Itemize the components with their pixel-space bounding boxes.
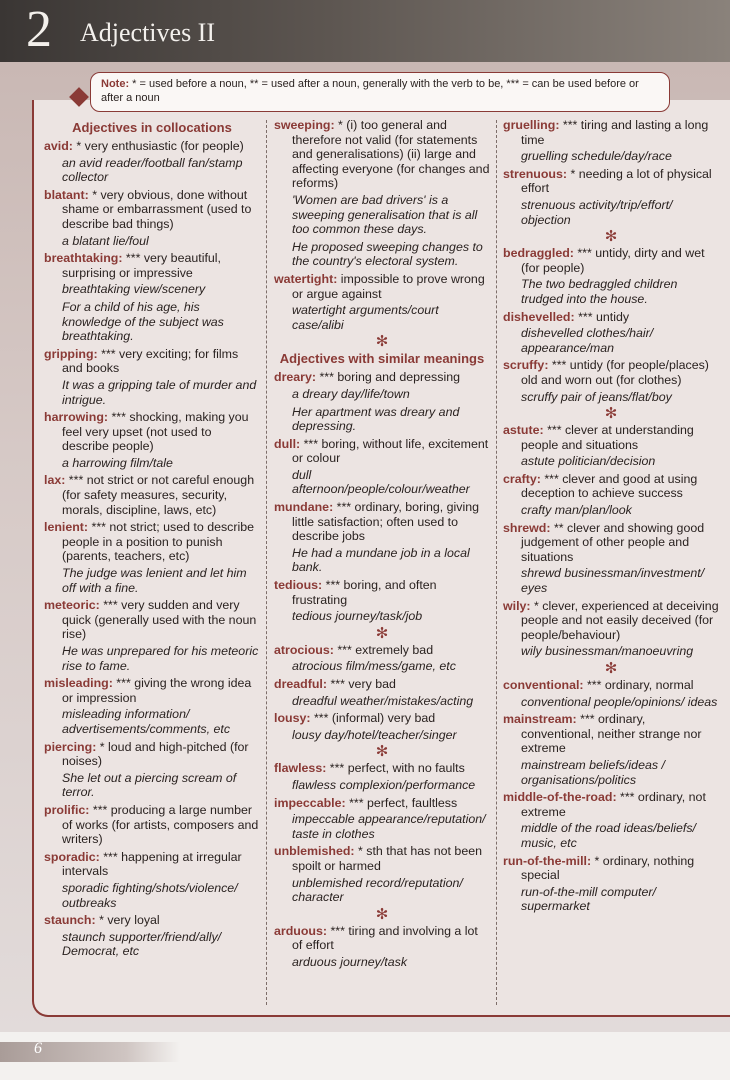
headword: breathtaking: [44, 251, 123, 266]
definition-text: *** ordinary, boring, giving little satisfaction; often used to describe jobs [292, 500, 479, 544]
definition-text: * needing a lot of physical effort [521, 166, 712, 196]
dictionary-entry [274, 643, 490, 674]
definition-text: *** giving the wrong idea or impression [62, 676, 252, 705]
entry-definition [44, 473, 260, 517]
dictionary-entry [503, 790, 719, 850]
example-text: mainstream beliefs/ideas / organisations/politics [521, 757, 665, 787]
example-text: The judge was lenient and let him off with a fine. [62, 566, 247, 595]
example-text: staunch supporter/friend/ally/ Democrat, etc [62, 929, 222, 959]
headword: gruelling: [503, 118, 560, 132]
entry-definition [503, 167, 719, 196]
headword: tedious: [274, 578, 323, 593]
dictionary-entry [503, 472, 719, 518]
section-heading: Adjectives in collocations [72, 120, 232, 135]
dictionary-entry [274, 796, 490, 842]
headword: crafty: [503, 471, 541, 486]
entry-definition [503, 472, 719, 501]
chapter-number: 2 [26, 1, 52, 58]
headword: strenuous: [503, 166, 568, 181]
example-text: dull afternoon/people/colour/weather [292, 467, 470, 497]
example-text: atrocious film/mess/game, etc [292, 659, 456, 674]
note-text: * = used before a noun, ** = used after a noun, generally with the verb to be, *** = can be used before or after a noun [101, 78, 639, 104]
definition-text: *** ordinary, not extreme [521, 790, 706, 819]
definition-text: * ordinary, nothing special [521, 853, 695, 883]
dictionary-entry [44, 850, 260, 910]
asterisk-separator-icon: ✻ [604, 405, 618, 423]
asterisk-separator-icon: ✻ [375, 333, 389, 351]
entry-definition [503, 118, 719, 147]
entry-definition [274, 500, 490, 544]
example-text: unblemished record/reputation/ character [292, 875, 463, 905]
dictionary-entry [274, 924, 490, 970]
example-text: watertight arguments/court case/alibi [292, 303, 439, 332]
headword: bedraggled: [503, 246, 574, 261]
headword: misleading: [44, 676, 113, 691]
section-heading: Adjectives with similar meanings [279, 351, 485, 367]
entry-definition [274, 711, 490, 726]
headword: run-of-the-mill: [503, 853, 592, 868]
entry-definition [274, 370, 490, 385]
dictionary-entry [274, 677, 490, 708]
definition-text: *** very beautiful, surprising or impressive [62, 251, 221, 280]
example-text: He was unprepared for his meteoric rise to fame. [62, 644, 259, 673]
headword: scruffy: [503, 358, 549, 373]
example-text: middle of the road ideas/beliefs/ music, etc [521, 821, 696, 850]
dictionary-entry [274, 578, 490, 624]
definition-text: *** boring and depressing [316, 370, 460, 385]
dictionary-entry [44, 139, 260, 185]
entry-definition [503, 712, 719, 756]
column-1 [44, 118, 260, 962]
dictionary-entry [44, 598, 260, 673]
definition-text: * very loyal [95, 913, 160, 928]
entry-definition [274, 844, 490, 873]
definition-text: * (i) too general and therefore not valid (for statements and generalisations) (ii) large and affecting everyone (for changes and reforms) [292, 118, 490, 191]
dictionary-entry [44, 520, 260, 595]
definition-text: ** clever and showing good judgement of other people and situations [521, 520, 705, 564]
entry-definition [44, 850, 260, 879]
dictionary-entry [44, 188, 260, 248]
example-text: dreadful weather/mistakes/acting [292, 693, 474, 708]
headword: dull: [274, 436, 301, 451]
entry-definition [44, 676, 260, 705]
definition-text: *** tiring and lasting a long time [521, 118, 709, 147]
definition-text: *** producing a large number of works (for artists, composers and writers) [62, 802, 259, 847]
dictionary-entry [503, 854, 719, 914]
dictionary-entry [44, 410, 260, 470]
definition-text: *** tiring and involving a lot of effort [292, 923, 478, 953]
headword: lousy: [274, 711, 311, 726]
definition-text: *** shocking, making you feel very upset (not used to describe people) [62, 410, 249, 454]
example-text: It was a gripping tale of murder and intrigue. [62, 377, 257, 407]
entry-definition [503, 854, 719, 883]
headword: staunch: [44, 913, 96, 928]
example-text: a harrowing film/tale [62, 455, 173, 470]
entry-definition [274, 761, 490, 776]
definition-text: *** ordinary, normal [583, 678, 694, 692]
definition-text: *** clever and good at using deception to achieve success [521, 471, 698, 501]
example-text: He proposed sweeping changes to the country's electoral system. [292, 239, 483, 269]
example-text: 'Women are bad drivers' is a sweeping generalisation that is all too common these days. [292, 192, 478, 237]
entry-definition [44, 347, 260, 376]
example-text: shrewd businessman/investment/ eyes [521, 566, 705, 596]
dictionary-entry [44, 676, 260, 736]
dictionary-entry [503, 310, 719, 356]
asterisk-separator-icon: ✻ [375, 743, 389, 761]
dictionary-entry [44, 347, 260, 407]
entry-definition [44, 251, 260, 280]
entry-definition [503, 521, 719, 565]
example-text: astute politician/decision [521, 454, 656, 469]
dictionary-entry [44, 251, 260, 344]
example-text: impeccable appearance/reputation/ taste in clothes [292, 812, 486, 841]
definition-text: *** not strict; used to describe people in a position to punish (parents, teachers, etc) [62, 520, 255, 564]
example-text: an avid reader/football fan/stamp collector [62, 155, 243, 185]
definition-text: * sth that has not been spoilt or harmed [292, 844, 482, 873]
entry-definition [274, 118, 490, 191]
example-text: run-of-the-mill computer/ supermarket [521, 884, 656, 914]
headword: harrowing: [44, 410, 109, 425]
dictionary-entry [503, 358, 719, 404]
definition-text: *** extremely bad [333, 642, 434, 657]
dictionary-entry [44, 803, 260, 847]
example-text: She let out a piercing scream of terror. [62, 770, 237, 800]
example-text: He had a mundane job in a local bank. [292, 545, 470, 575]
column-divider [266, 120, 267, 1005]
example-text: The two bedraggled children trudged into the house. [521, 277, 678, 306]
entry-definition [274, 643, 490, 658]
dictionary-entry [274, 437, 490, 497]
dictionary-entry [274, 118, 490, 269]
example-text: scruffy pair of jeans/flat/boy [521, 389, 672, 404]
dictionary-entry [503, 599, 719, 659]
dictionary-entry [503, 521, 719, 596]
headword: flawless: [274, 761, 327, 776]
definition-text: *** untidy (for people/places) old and worn out (for clothes) [521, 358, 709, 387]
example-text: dishevelled clothes/hair/ appearance/man [521, 326, 654, 355]
definition-text: * loud and high-pitched (for noises) [62, 739, 249, 769]
dictionary-entry [274, 500, 490, 575]
headword: piercing: [44, 739, 97, 754]
headword: mundane: [274, 500, 334, 515]
dictionary-entry [44, 913, 260, 959]
entry-definition [44, 740, 260, 769]
entry-definition [274, 924, 490, 953]
entry-definition [503, 358, 719, 387]
headword: avid: [44, 139, 73, 153]
headword: sweeping: [274, 118, 335, 132]
entry-definition [503, 678, 719, 693]
example-text: breathtaking view/scenery [62, 282, 206, 297]
headword: watertight: [274, 271, 338, 286]
example-text: a blatant lie/foul [62, 233, 149, 248]
entry-definition [44, 598, 260, 642]
definition-text: *** perfect, with no faults [326, 761, 465, 776]
definition-text: *** untidy, dirty and wet (for people) [521, 246, 705, 275]
dictionary-entry [503, 712, 719, 787]
example-text: gruelling schedule/day/race [521, 149, 672, 164]
headword: conventional: [503, 678, 584, 692]
headword: unblemished: [274, 844, 355, 859]
entry-definition [44, 913, 260, 928]
example-text: sporadic fighting/shots/violence/ outbreaks [62, 880, 238, 910]
column-3 [503, 118, 719, 917]
definition-text: *** happening at irregular intervals [62, 849, 242, 879]
headword: shrewd: [503, 520, 551, 535]
headword: mainstream: [503, 712, 577, 727]
definition-text: *** very sudden and very quick (generally used with the noun rise) [62, 598, 257, 642]
entry-definition [503, 423, 719, 452]
dictionary-entry [274, 711, 490, 742]
example-text: For a child of his age, his knowledge of the subject was breathtaking. [62, 299, 224, 344]
asterisk-separator-icon: ✻ [604, 228, 618, 246]
entry-definition [503, 310, 719, 325]
entry-definition [44, 139, 260, 154]
example-text: a dreary day/life/town [292, 386, 410, 401]
definition-text: *** boring, without life, excitement or colour [292, 436, 489, 466]
definition-text: *** not strict or not careful enough (for safety measures, security, morals, discipline, laws, etc) [62, 473, 255, 517]
example-text: tedious journey/task/job [292, 609, 423, 624]
example-text: flawless complexion/performance [292, 777, 476, 792]
definition-text: *** (informal) very bad [310, 711, 436, 726]
example-text: wily businessman/manoeuvring [521, 644, 694, 659]
dictionary-entry [274, 844, 490, 904]
dictionary-entry [503, 118, 719, 164]
column-2 [274, 118, 490, 973]
entry-definition [503, 790, 719, 819]
definition-text: * very enthusiastic (for people) [72, 139, 244, 153]
note-box [90, 72, 670, 112]
entry-definition [44, 520, 260, 564]
example-text: misleading information/ advertisements/comments, etc [62, 707, 231, 736]
chapter-title: Adjectives II [80, 18, 216, 47]
definition-text: impossible to prove wrong or argue against [292, 271, 485, 301]
headword: impeccable: [274, 795, 346, 810]
headword: sporadic: [44, 849, 100, 864]
entry-definition [274, 578, 490, 607]
asterisk-separator-icon: ✻ [604, 660, 618, 677]
entry-definition [274, 796, 490, 811]
entry-definition [274, 437, 490, 466]
headword: gripping: [44, 346, 98, 361]
definition-text: *** ordinary, conventional, neither strange nor extreme [521, 712, 702, 756]
example-text: strenuous activity/trip/effort/ objection [521, 197, 673, 227]
dictionary-entry [503, 167, 719, 227]
headword: lenient: [44, 520, 89, 535]
headword: lax: [44, 473, 66, 488]
headword: prolific: [44, 802, 90, 817]
example-text: conventional people/opinions/ ideas [521, 694, 718, 709]
dictionary-entry [44, 740, 260, 800]
entry-definition [44, 803, 260, 847]
headword: astute: [503, 423, 544, 438]
entry-definition [274, 677, 490, 692]
note-label: Note: [101, 78, 130, 90]
definition-text: *** untidy [574, 309, 630, 324]
headword: dreary: [274, 370, 317, 385]
definition-text: *** perfect, faultless [345, 795, 458, 810]
column-divider [496, 120, 497, 1005]
definition-text: * very obvious, done without shame or embarrassment (used to describe bad things) [62, 187, 252, 231]
example-text: lousy day/hotel/teacher/singer [292, 727, 457, 742]
dictionary-entry [503, 423, 719, 469]
definition-text: *** boring, and often frustrating [292, 578, 437, 607]
definition-text: *** clever at understanding people and situations [521, 423, 694, 452]
example-text: crafty man/plan/look [521, 503, 632, 518]
dictionary-entry [274, 272, 490, 332]
headword: arduous: [274, 923, 328, 938]
headword: atrocious: [274, 642, 334, 657]
definition-text: * clever, experienced at deceiving people and not easily deceived (for people/behaviour) [521, 598, 719, 642]
headword: middle-of-the-road: [503, 790, 617, 805]
chapter-header [0, 0, 730, 62]
headword: dreadful: [274, 677, 328, 691]
example-text: arduous journey/task [292, 954, 408, 969]
page-number: 6 [34, 1040, 42, 1057]
entry-definition [274, 272, 490, 301]
entry-definition [44, 188, 260, 232]
dictionary-entry [274, 761, 490, 792]
page-footer [0, 1032, 730, 1080]
headword: wily: [503, 598, 531, 613]
headword: blatant: [44, 187, 89, 202]
example-text: Her apartment was dreary and depressing. [292, 404, 460, 434]
headword: dishevelled: [503, 309, 575, 324]
definition-text: *** very bad [327, 677, 396, 691]
asterisk-separator-icon: ✻ [375, 624, 389, 642]
asterisk-separator-icon: ✻ [375, 905, 389, 923]
dictionary-entry [274, 370, 490, 433]
headword: meteoric: [44, 598, 100, 613]
definition-text: *** very exciting; for films and books [62, 346, 239, 376]
dictionary-entry [44, 473, 260, 517]
dictionary-entry [503, 246, 719, 306]
dictionary-entry [503, 678, 719, 709]
footer-bar [0, 1042, 180, 1062]
entry-definition [503, 599, 719, 643]
entry-definition [503, 246, 719, 275]
entry-definition [44, 410, 260, 454]
